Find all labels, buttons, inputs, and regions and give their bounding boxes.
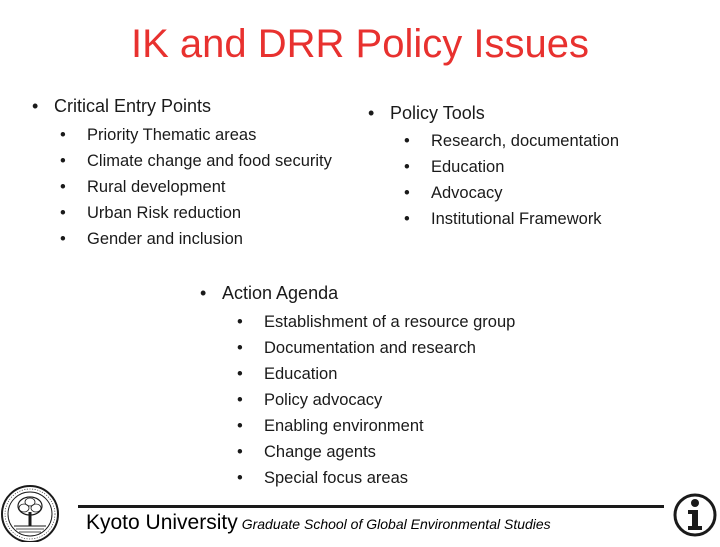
footer-university: Kyoto University [86,511,238,534]
bullet: • [237,391,243,409]
list-item [60,200,332,226]
bullet: • [60,126,66,144]
list-item [404,154,619,180]
list-item [60,174,332,200]
footer [86,511,551,535]
list-item-text: Education [431,158,505,176]
policy-tools-heading-text: Policy Tools [390,103,485,123]
bullet: • [237,417,243,435]
policy-tools-heading [368,102,619,124]
list-item [60,226,332,252]
list-item-text: Policy advocacy [264,391,383,409]
footer-divider [78,505,664,508]
list-item-text: Urban Risk reduction [87,204,242,222]
list-item [404,180,619,206]
list-item-text: Climate change and food security [87,152,332,170]
list-item [237,335,515,361]
entry-points-section [32,95,332,252]
action-agenda-section [200,282,515,491]
list-item-text: Documentation and research [264,339,476,357]
list-item-text: Institutional Framework [431,210,602,228]
list-item [237,413,515,439]
list-item-text: Gender and inclusion [87,230,243,248]
list-item-text: Special focus areas [264,469,408,487]
action-agenda-heading [200,282,515,304]
bullet: • [404,132,410,150]
list-item-text: Rural development [87,178,226,196]
bullet: • [60,152,66,170]
bullet: • [404,158,410,176]
list-item-text: Research, documentation [431,132,620,150]
entry-points-list [60,122,332,252]
list-item-text: Establishment of a resource group [264,313,516,331]
list-item-text: Enabling environment [264,417,424,435]
entry-points-heading-text: Critical Entry Points [54,96,212,116]
bullet: • [237,365,243,383]
bullet: • [32,96,39,116]
bullet: • [60,178,66,196]
list-item-text: Priority Thematic areas [87,126,257,144]
bullet: • [368,103,375,123]
list-item-text: Advocacy [431,184,503,202]
bullet: • [200,283,207,303]
list-item [404,206,619,232]
action-agenda-heading-text: Action Agenda [222,283,339,303]
policy-tools-list [404,128,619,232]
list-item [237,465,515,491]
list-item [237,439,515,465]
policy-tools-section [368,102,619,232]
bullet: • [404,210,410,228]
list-item [237,387,515,413]
bullet: • [237,443,243,461]
info-logo-icon [672,490,718,543]
list-item [60,122,332,148]
list-item-text: Education [264,365,338,383]
list-item [404,128,619,154]
bullet: • [237,339,243,357]
bullet: • [60,204,66,222]
university-seal-icon [0,482,64,547]
bullet: • [60,230,66,248]
bullet: • [404,184,410,202]
slide-title: IK and DRR Policy Issues [131,22,589,66]
bullet: • [237,469,243,487]
entry-points-heading [32,95,332,117]
list-item [237,309,515,335]
list-item [237,361,515,387]
footer-school: Graduate School of Global Environmental Studies [241,516,551,532]
list-item-text: Change agents [264,443,376,461]
list-item [60,148,332,174]
bullet: • [237,313,243,331]
action-agenda-list [237,309,515,491]
